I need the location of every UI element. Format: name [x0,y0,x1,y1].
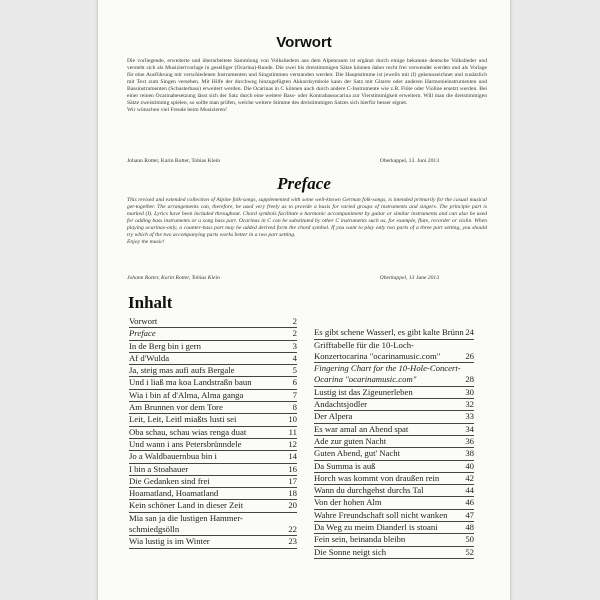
toc-entry [314,497,474,509]
toc-entry [314,473,474,485]
toc-entry-page: 40 [465,460,474,471]
preface-text: This revised and extended collection of Alpine folk-songs, supplemented with some well-known German folk-songs, is intended primarily for the casual musical get-together. The arrangements can, therefore, be used very freely as to provide a basis for varied groups of instruments and singers. The principle part is marked (I). Lyrics have been included throughout. Chord symbols facilitate a harmonic accompaniment by guitar or similar instruments and can also be used for adding bass instruments or a song bass part. Ocarinas in C can be substituted by other C instruments such as, for example, flute, recorder or violin. When playing ocarinas-only, a counter-bass part may be added derived form the chord symbol. If you want to play only two parts of a three part setting, you should try which of the two accompanying parts works better in a two part setting. Enjoy the music! [127,197,487,245]
toc-entry-page: 46 [465,497,474,508]
toc-entry-page: 23 [288,536,297,547]
toc-entry [314,534,474,546]
toc-entry [314,340,474,364]
toc-entry [314,424,474,436]
toc-entry-title: Da Summa is auß [314,460,376,471]
toc-entry [129,536,297,548]
toc-entry [129,414,297,426]
toc-entry-title: Da Weg zu meim Dianderl is stoani [314,522,438,533]
toc-left-column [129,316,297,549]
toc-entry-page: 3 [292,340,297,351]
toc-entry-title: Grifftabelle für die 10-Loch-Konzertocarina "ocarinamusic.com" [314,339,441,361]
toc-entry [314,436,474,448]
toc-entry-title: Ja, steig mas aufi aufs Bergale [129,365,235,376]
toc-entry [129,427,297,439]
toc-entry-page: 38 [465,448,474,459]
toc-entry-title: Hoamatland, Hoamatland [129,488,219,499]
toc-entry-title: Am Brunnen vor dem Tore [129,402,223,413]
toc-entry-title: Leit, Leit, Leitl miaßts lusti sei [129,414,237,425]
vorwort-signature [127,158,487,164]
toc-entry [314,411,474,423]
toc-entry [129,439,297,451]
toc-entry [314,448,474,460]
toc-entry-title: Andachtsjodler [314,399,368,410]
toc-entry-title: Die Sonne neigt sich [314,546,387,557]
toc-entry-page: 18 [288,488,297,499]
toc-entry-page: 52 [465,546,474,557]
toc-entry-title: Und i liaß ma koa Landstraßn baun [129,377,252,388]
preface-closing: Enjoy the music! [127,238,165,245]
toc-entry-title: Mia san ja die lustigen Hammer-schmiedgsölln [129,512,243,535]
toc-entry-title: I bin a Stoahauer [129,463,189,474]
preface-signature [127,275,487,281]
toc-entry-page: 22 [288,524,297,535]
toc-entry-page: 11 [288,426,297,437]
toc-entry-title: Es gibt schene Wasserl, es gibt kalte Brünn [314,327,464,338]
toc-entry [129,316,297,328]
toc-entry-title: Wia lustig is im Winter [129,536,210,547]
toc-entry-page: 4 [292,352,297,363]
toc-entry-title: Jo a Waldbauernbua bin i [129,451,217,462]
toc-entry-page: 5 [292,365,297,376]
toc-entry-page: 28 [465,374,474,385]
toc-entry-page: 50 [465,534,474,545]
toc-entry-page: 6 [292,377,297,388]
preface-authors: Johann Rotter, Karin Rotter, Tobias Klein [127,275,220,281]
toc-heading: Inhalt [128,293,173,312]
toc-entry-title: In de Berg bin i gern [129,340,201,351]
vorwort-date: Oberkappel, 13. Juni 2013 [379,158,439,164]
vorwort-authors: Johann Rotter, Karin Rotter, Tobias Klein [127,158,221,164]
toc-entry-title: Kein schöner Land in dieser Zeit [129,500,244,511]
toc-entry-title: Oba schau, schau wias renga duat [129,426,247,437]
vorwort-text: Die vorliegende, erweiterte und überarbeitete Sammlung von Volksliedern aus dem Alpenraum ist ergänzt durch einige bekannte deutsche Volkslieder und versteht sich als Musizierivorlage in geselliger (Ocarina)-Runde. Die zwei bis dreistimmigen Sätze können daher recht frei verwendet werden und als Vorlage für eine Ausführung mit verschiedenen Instrumenten und Singstimmen verstanden werden: Die Hauptstimme ist jeweils mit (I) gekennzeichnet und zusätzlich mit Text zum Singen versehen. Mit Hilfe der durchweg hinzugefügten Akkordsymbole kann der Satz mit Gitarre oder anderen Harmonieinstrumenten und Bassinstrumenten (Schusterbass) erweitert werden. Die Ocarinas in C können auch durch andere C-Instrumente wie z.B. Flöte oder Violine ersetzt werden. Bei einer reinen Ocarinabesetzung lässt sich der Satz durch eine weitere Bass- oder Kontrabassocarina zur Vierstimmigkeit erweitern. Will man die dreistimmigen Sätze zweistimmig spielen, so sollte man prüfen, welche weitere Stimme des dreistimmigen Satzes sich hierfür besser eignet. Wir wünschen viel Freude beim Musizieren! [127,58,487,113]
toc-entry-title: Fein sein, beinanda bleibn [314,534,406,545]
toc-entry-page: 47 [465,509,474,520]
toc-entry-title: Wia i bin af d'Alma, Alma ganga [129,389,244,400]
toc-entry [314,399,474,411]
toc-entry-title: Von der hohen Alm [314,497,382,508]
toc-entry-title: Guten Abend, gut' Nacht [314,448,401,459]
toc-entry-title: Af d'Wulda [129,352,170,363]
toc-entry [129,488,297,500]
toc-entry [314,363,474,387]
toc-entry-title: Wahre Freundschaft soll nicht wanken [314,509,448,520]
toc-entry [129,377,297,389]
toc-entry-title: Vorwort [129,316,158,326]
toc-entry-page: 7 [292,389,297,400]
toc-entry-title: Ade zur guten Nacht [314,435,387,446]
toc-entry [129,500,297,512]
toc-entry [129,464,297,476]
toc-entry-title: Es war amal an Abend spat [314,423,409,434]
toc-entry-page: 30 [465,386,474,397]
vorwort-title: Vorwort [276,34,332,51]
toc-entry [129,451,297,463]
toc-entry-page: 44 [465,485,474,496]
toc-entry-page: 42 [465,472,474,483]
toc-entry-page: 34 [465,423,474,434]
toc-entry [129,402,297,414]
toc-entry [129,513,297,537]
toc-entry [129,353,297,365]
preface-date: Oberkappel, 13 June 2013 [379,275,439,281]
toc-entry-page: 33 [465,411,474,422]
toc-entry-title: Fingering Chart for the 10-Hole-Concert-Ocarina "ocarinamusic.com" [314,363,461,385]
toc-entry-title: Lustig ist das Zigeunerleben [314,386,413,397]
toc-entry-title: Preface [129,328,156,339]
toc-right-column [314,316,474,559]
toc-entry [314,510,474,522]
toc-entry-page: 10 [288,414,297,425]
toc-entry-title: Und wann i ans Petersbrünndele [129,438,242,449]
toc-entry [129,341,297,353]
vorwort-closing: Wir wünschen viel Freude beim Musizieren! [127,106,227,113]
toc-entry-page: 14 [288,451,297,462]
toc-entry-page: 17 [288,475,297,486]
toc-entry [129,365,297,377]
toc-entry-page: 20 [288,500,297,511]
toc-entry [314,316,474,340]
toc-entry-page: 48 [465,522,474,533]
toc-entry-page: 2 [292,328,297,339]
toc-entry [314,522,474,534]
toc-entry-page: 2 [292,316,297,326]
toc-entry-title: Wann du durchgehst durchs Tal [314,485,424,496]
toc-entry [129,476,297,488]
toc-entry-page: 24 [465,327,474,338]
toc-entry [314,485,474,497]
toc-entry [314,387,474,399]
toc-entry-title: Die Gedanken sind frei [129,475,210,486]
toc-entry [129,390,297,402]
toc-entry-page: 12 [288,438,297,449]
toc-entry [314,461,474,473]
toc-entry-page: 16 [288,463,297,474]
toc-entry-page: 36 [465,435,474,446]
toc-entry-page: 32 [465,399,474,410]
toc-entry-page: 26 [465,350,474,361]
toc-entry-title: Der Alpera [314,411,353,422]
toc-entry-page: 8 [292,402,297,413]
toc-entry [314,547,474,559]
toc-entry [129,328,297,340]
book-page [98,0,510,600]
preface-title: Preface [277,174,331,193]
toc-entry-title: Horch was kommt von draußen rein [314,472,440,483]
